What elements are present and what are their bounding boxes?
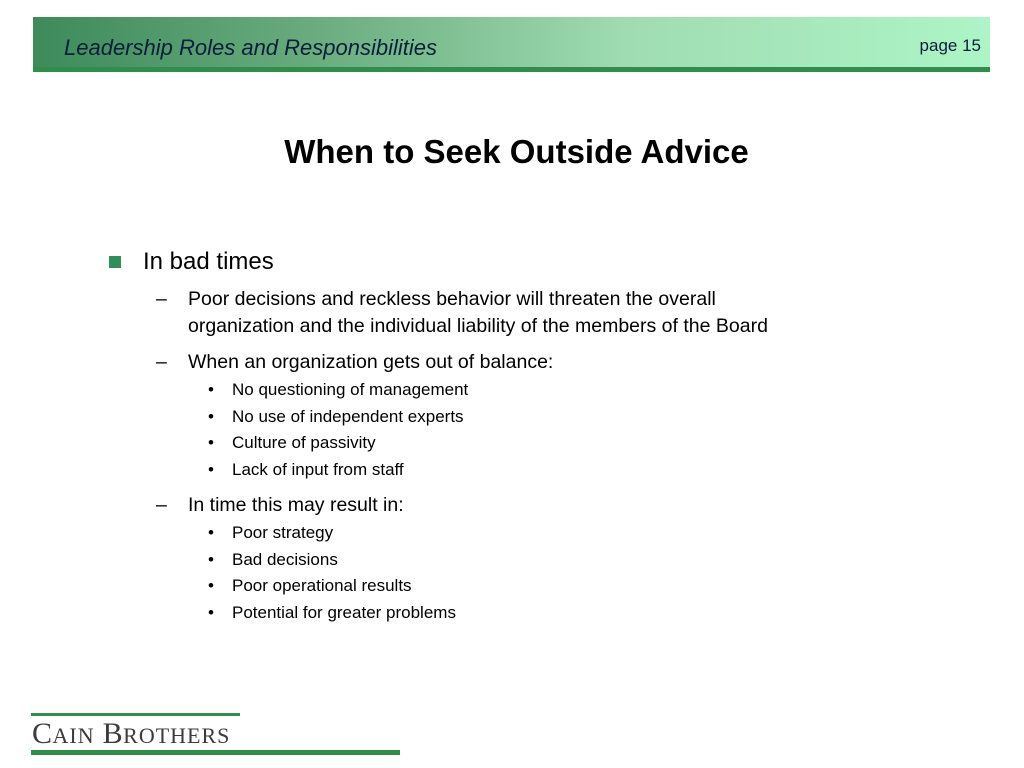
dot-bullet-icon: •	[208, 380, 214, 399]
list-item-text: No use of independent experts	[232, 406, 464, 426]
sub-bullet-out-of-balance	[106, 349, 906, 376]
logo-initial: B	[102, 717, 124, 750]
slide-title: When to Seek Outside Advice	[284, 133, 749, 170]
sub-bullet-poor-decisions	[106, 286, 906, 340]
sub-bullet-text-cont: organization and the individual liability of the members of the Board	[188, 315, 768, 337]
list-item	[106, 547, 906, 574]
list-item-text: Lack of input from staff	[232, 459, 404, 479]
square-bullet-icon	[109, 256, 121, 268]
header-title: Leadership Roles and Responsibilities	[64, 35, 438, 60]
list-item-text: Poor strategy	[232, 523, 334, 542]
bullet-text: In bad times	[143, 248, 274, 275]
list-item-text: Potential for greater problems	[232, 602, 456, 622]
dot-bullet-icon: •	[208, 602, 214, 622]
list-item-text: Bad decisions	[232, 549, 338, 569]
sub-bullet-text: When an organization gets out of balance:	[188, 351, 554, 373]
dot-bullet-icon: •	[208, 406, 214, 426]
list-item-text: No questioning of management	[232, 380, 469, 399]
sub-bullet-result	[106, 492, 906, 519]
dash-bullet-icon: –	[156, 494, 167, 516]
list-item	[106, 430, 906, 457]
list-item	[106, 600, 906, 627]
footer-divider-top	[31, 713, 240, 716]
list-item-text: Culture of passivity	[232, 433, 376, 452]
logo-smallcaps: AIN	[52, 723, 95, 748]
list-item	[106, 377, 906, 404]
dot-bullet-icon: •	[208, 523, 214, 542]
sub-bullet-text: Poor decisions and reckless behavior will threaten the overall	[188, 288, 716, 310]
list-item	[106, 573, 906, 600]
slide-content	[106, 247, 906, 626]
dot-bullet-icon: •	[208, 576, 214, 595]
dot-bullet-icon: •	[208, 433, 214, 452]
footer-divider-bottom	[31, 750, 400, 755]
logo-smallcaps: ROTHERS	[123, 723, 231, 748]
list-item-text: Poor operational results	[232, 576, 412, 595]
list-item	[106, 457, 906, 484]
list-item	[106, 520, 906, 547]
dot-bullet-icon: •	[208, 549, 214, 569]
company-logo	[32, 717, 230, 753]
sub-bullet-text: In time this may result in:	[188, 494, 404, 516]
page-number: page 15	[919, 36, 981, 55]
logo-initial: C	[32, 717, 53, 750]
header-divider	[33, 67, 990, 72]
dash-bullet-icon: –	[156, 288, 167, 310]
list-item	[106, 404, 906, 431]
bullet-in-bad-times	[106, 247, 906, 277]
dash-bullet-icon: –	[156, 351, 167, 373]
dot-bullet-icon: •	[208, 459, 214, 479]
